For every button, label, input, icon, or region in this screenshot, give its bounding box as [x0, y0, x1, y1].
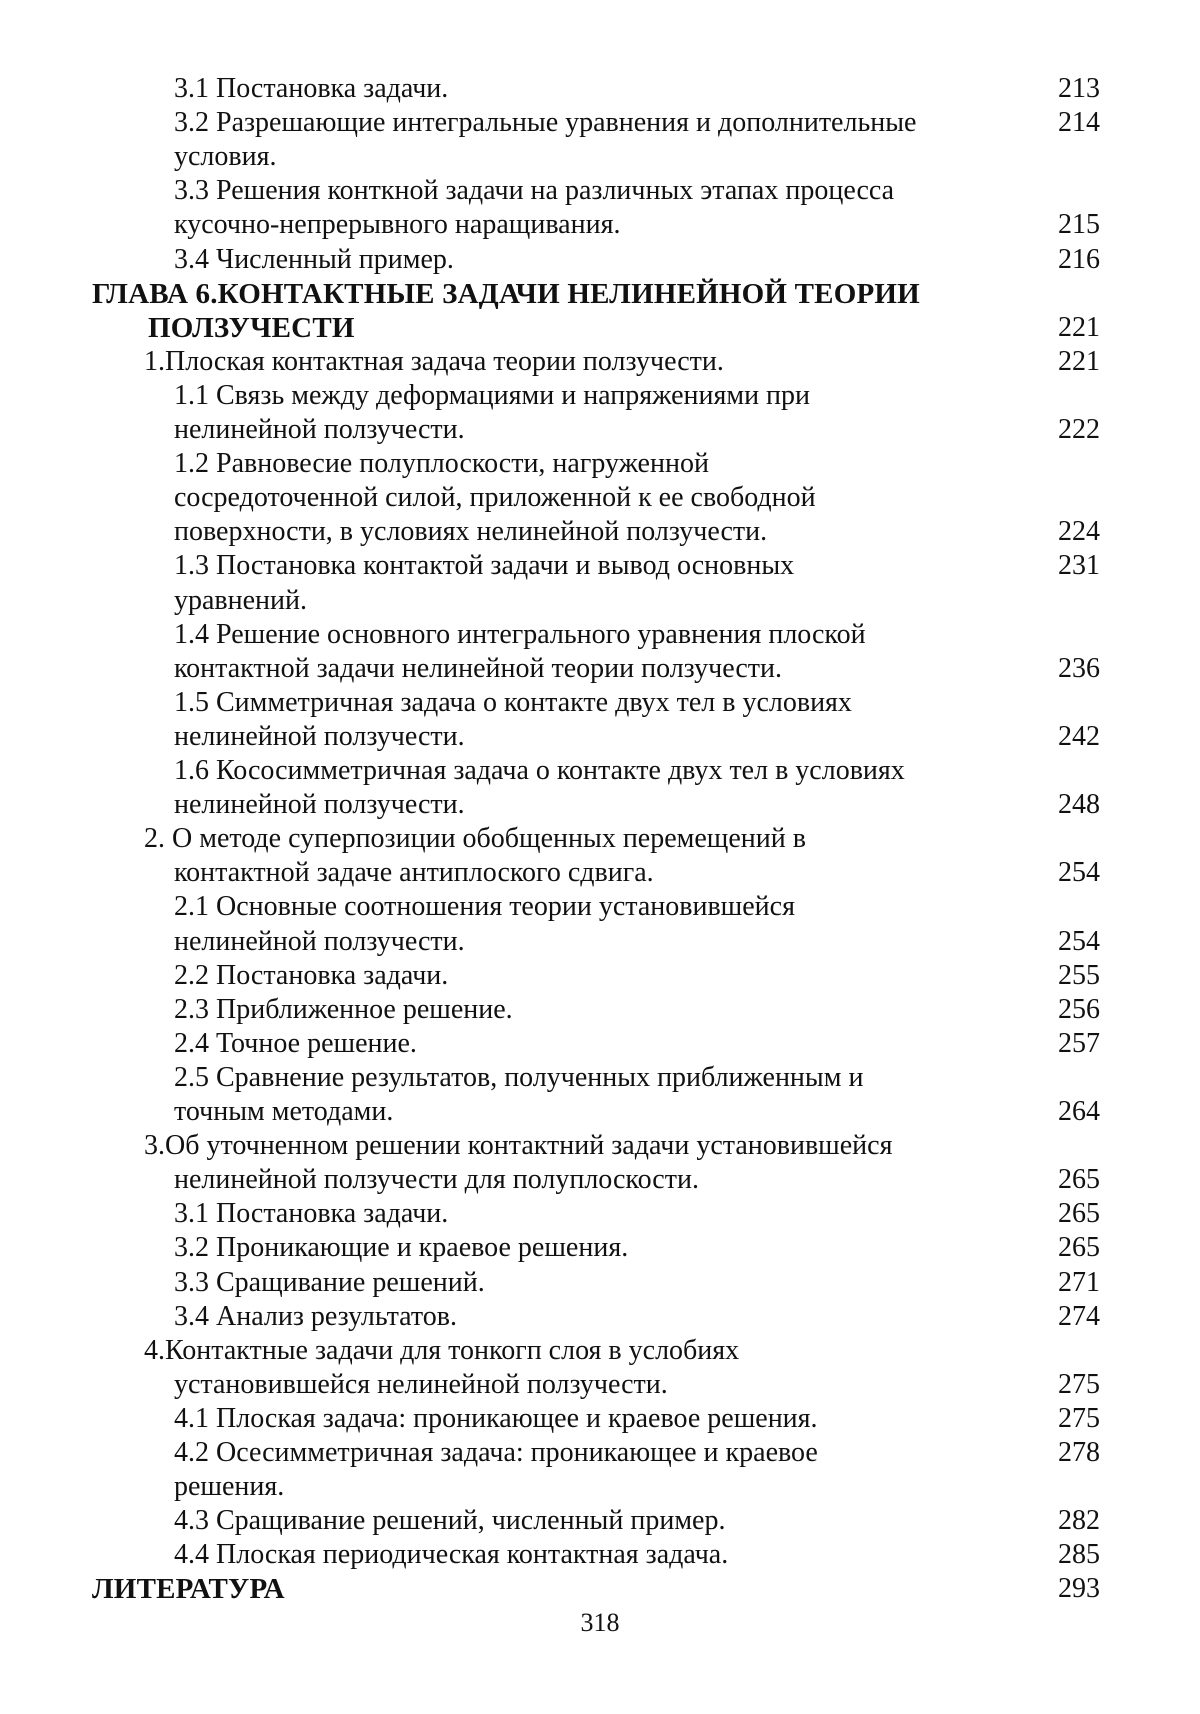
- toc-entry-title: 3.2 Проникающие и краевое решения.: [174, 1232, 629, 1264]
- toc-entry-title: 4.2 Осесимметричная задача: проникающее и краевое: [174, 1437, 818, 1468]
- toc-entry-title: 2.1 Основные соотношения теории установившейся: [174, 891, 795, 923]
- toc-entry-title: нелинейной ползучести.: [174, 414, 465, 445]
- toc-entry-title: 4.4 Плоская периодическая контактная задача.: [174, 1539, 729, 1571]
- toc-page-number: 265: [1058, 1198, 1100, 1230]
- toc-page-number: 236: [1058, 652, 1100, 684]
- toc-page-number: 293: [1058, 1573, 1100, 1605]
- toc-entry-title: 4.3 Сращивание решений, численный пример.: [174, 1505, 726, 1537]
- toc-entry-title: точным методами.: [174, 1096, 394, 1127]
- toc-entry-title: условия.: [174, 141, 277, 173]
- toc-entry-title: установившейся нелинейной ползучести.: [174, 1368, 668, 1400]
- toc-chapter-title: ГЛАВА 6.КОНТАКТНЫЕ ЗАДАЧИ НЕЛИНЕЙНОЙ ТЕОРИИ: [92, 277, 920, 310]
- toc-entry-title: решения.: [174, 1471, 285, 1503]
- toc-entry-title: 1.2 Равновесие полуплоскости, нагруженной: [174, 448, 709, 480]
- toc-entry-title: нелинейной ползучести.: [174, 720, 465, 752]
- toc-entry-title: 1.6 Кососимметричная задача о контакте двух тел в условиях: [174, 755, 905, 786]
- toc-page-number: 285: [1058, 1539, 1100, 1571]
- toc-page-number: 215: [1058, 209, 1100, 241]
- toc-entry-title: 3.1 Постановка задачи.: [174, 1198, 449, 1230]
- toc-entry-title: 3.2 Разрешающие интегральные уравнения и дополнительные: [174, 107, 917, 139]
- toc-page-number: 265: [1058, 1164, 1100, 1196]
- toc-entry-title: нелинейной ползучести для полуплоскости.: [174, 1164, 699, 1196]
- toc-entry-title: 3.Об уточненном решении контактний задачи установившейся: [144, 1130, 893, 1162]
- toc-page-number: 216: [1058, 243, 1100, 275]
- toc-entry-title: контактной задаче антиплоского сдвига.: [174, 857, 654, 889]
- toc-entry-title: 2.2 Постановка задачи.: [174, 959, 449, 991]
- toc-entry-title: 1.4 Решение основного интегрального уравнения плоской: [174, 618, 866, 650]
- toc-page-number: 222: [1058, 414, 1100, 445]
- toc-page-number: 265: [1058, 1232, 1100, 1264]
- toc-entry-title: 1.3 Постановка контактой задачи и вывод основных: [174, 550, 795, 582]
- toc-entry-title: кусочно-непрерывного наращивания.: [174, 209, 621, 241]
- toc-entry-title: 2. О методе суперпозиции обобщенных перемещений в: [144, 823, 806, 855]
- toc-page-number: 224: [1058, 516, 1100, 548]
- page-number: 318: [580, 1608, 620, 1637]
- toc-entry-title: контактной задачи нелинейной теории ползучести.: [174, 652, 783, 684]
- toc-entry-title: 3.3 Решения конткной задачи на различных этапах процесса: [174, 175, 895, 207]
- toc-entry-title: 1.1 Связь между деформациями и напряжениями при: [174, 379, 811, 411]
- toc-entry-title: 4.1 Плоская задача: проникающее и краевое решения.: [174, 1402, 818, 1434]
- toc-chapter-title: ЛИТЕРАТУРА: [92, 1573, 285, 1606]
- toc-page-number: 221: [1058, 345, 1100, 377]
- toc-chapter-title: ПОЛЗУЧЕСТИ: [148, 311, 355, 344]
- toc-entry-title: уравнений.: [174, 584, 308, 616]
- toc-page-number: 254: [1058, 925, 1100, 957]
- toc-page-number: 274: [1058, 1300, 1100, 1332]
- toc-entry-title: 3.4 Анализ результатов.: [174, 1300, 457, 1332]
- toc-entry-title: 2.3 Приближенное решение.: [174, 993, 513, 1025]
- toc-page-number: 214: [1058, 107, 1100, 139]
- toc-entry-title: 2.4 Точное решение.: [174, 1027, 417, 1059]
- toc-page-number: 213: [1058, 73, 1100, 104]
- toc-page-number: 242: [1058, 720, 1100, 752]
- toc-entry-title: 3.1 Постановка задачи.: [174, 73, 449, 104]
- toc-page-number: 255: [1058, 959, 1100, 991]
- toc-entry-title: 2.5 Сравнение результатов, полученных приближенным и: [174, 1061, 864, 1093]
- toc-entry-title: 4.Контактные задачи для тонкогп слоя в услобиях: [144, 1334, 740, 1366]
- toc-page-number: 254: [1058, 857, 1100, 889]
- toc-entry-title: 1.Плоская контактная задача теории ползучести.: [144, 345, 724, 377]
- toc-entry-title: нелинейной ползучести.: [174, 789, 465, 821]
- toc-page-number: 231: [1058, 550, 1100, 582]
- toc-page-number: 257: [1058, 1027, 1100, 1059]
- toc-entry-title: сосредоточенной силой, приложенной к ее свободной: [174, 482, 816, 514]
- toc-entry-title: нелинейной ползучести.: [174, 925, 465, 957]
- toc-page-number: 264: [1058, 1096, 1100, 1127]
- toc-entry-title: 3.3 Сращивание решений.: [174, 1266, 485, 1298]
- toc-entry-title: поверхности, в условиях нелинейной ползучести.: [174, 516, 768, 548]
- toc-page-number: 275: [1058, 1402, 1100, 1434]
- toc-page-number: 248: [1058, 789, 1100, 821]
- toc-page-number: 275: [1058, 1368, 1100, 1400]
- toc-entry-title: 1.5 Симметричная задача о контакте двух тел в условиях: [174, 686, 852, 718]
- toc-page-number: 271: [1058, 1266, 1100, 1298]
- toc-entry-title: 3.4 Численный пример.: [174, 243, 454, 275]
- toc-page-number: 282: [1058, 1505, 1100, 1537]
- toc-page-number: 221: [1058, 311, 1100, 343]
- toc-page-number: 278: [1058, 1437, 1100, 1468]
- toc-page-number: 256: [1058, 993, 1100, 1025]
